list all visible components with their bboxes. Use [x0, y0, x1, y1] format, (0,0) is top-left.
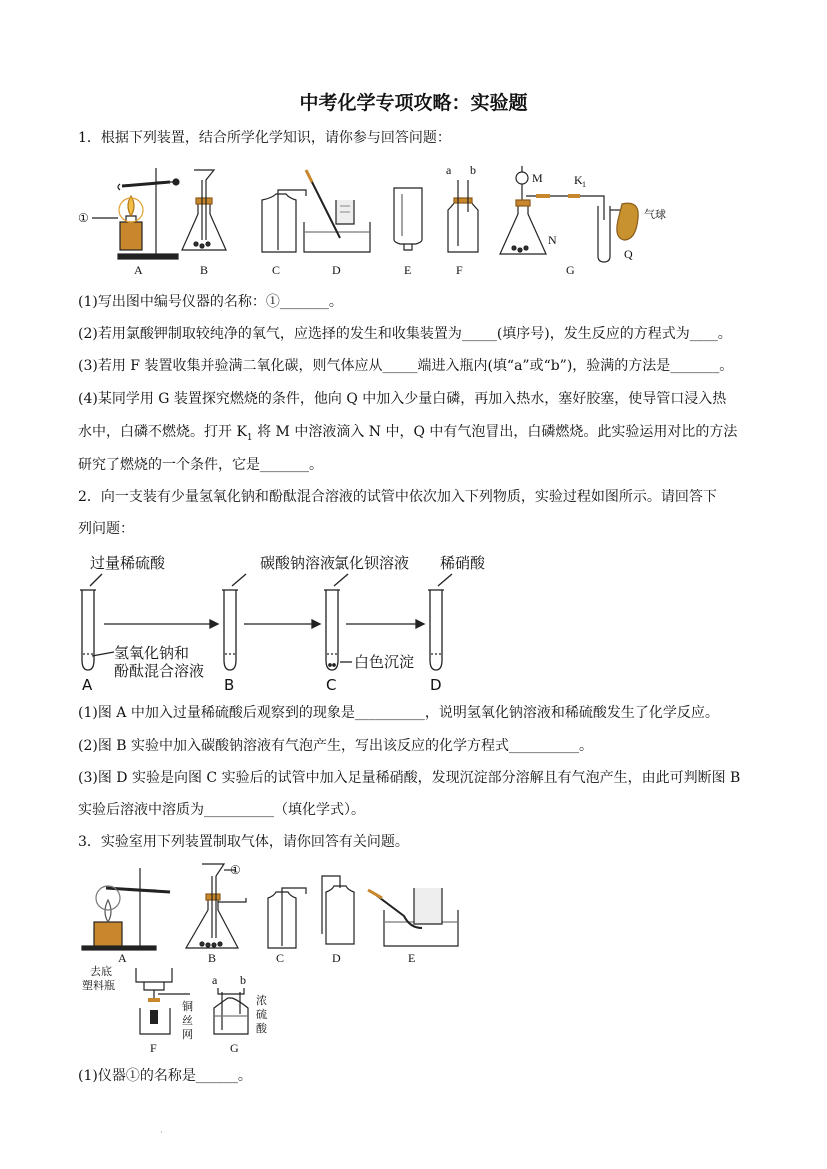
tube-label-d: D: [430, 676, 442, 694]
q1-part-3: (3)若用 F 装置收集并验满二氧化碳，则气体应从_____端进入瓶内(填“a”或“b”)，验满的方法是_______。: [78, 358, 734, 374]
reagent-label-4: 稀硝酸: [440, 554, 486, 572]
q1-part-4-line-3: 研究了燃烧的一个条件，它是_______。: [78, 457, 323, 473]
fig1-label-a: A: [134, 263, 143, 277]
page-title: 中考化学专项攻略：实验题: [299, 92, 528, 114]
fig3-label-g: G: [230, 1041, 239, 1055]
svg-text:a: a: [212, 973, 218, 987]
mesh-label-1: 铜: [182, 1000, 193, 1013]
q3-apparatus-b: [186, 863, 246, 948]
q3-apparatus-c: [268, 888, 306, 948]
q1-part-4-line-1: (4)某同学用 G 装置探究燃烧的条件，他向 Q 中加入少量白磷，再加入热水，塞好胶塞，使导管口浸入热: [78, 391, 727, 407]
q1-part-4-line-2: 水中，白磷不燃烧。打开 $K_1$ 将 M 中溶液滴入 N 中，Q 中有气泡冒出，白磷燃烧。此实验运用对比的方法: [78, 424, 738, 443]
apparatus-c: [262, 190, 306, 252]
apparatus-a: [118, 168, 179, 259]
q3-apparatus-figure: [78, 858, 478, 1058]
q2-stem-line-2: 列问题：: [78, 521, 134, 537]
fig1-label-b: B: [200, 263, 209, 277]
fig1-label-d: D: [332, 263, 341, 277]
apparatus-g: [500, 166, 666, 262]
bottle-label-1: 去底: [90, 965, 112, 978]
mesh-label-2: 丝: [182, 1014, 193, 1027]
svg-text:b: b: [240, 973, 246, 987]
test-tube-b: [222, 590, 238, 670]
q2-test-tube-figure: [78, 548, 498, 696]
q3-apparatus-a: [82, 868, 170, 950]
svg-text:M: M: [532, 171, 543, 185]
note-a-line-1: 氢氧化钠和: [114, 644, 190, 662]
svg-text:b: b: [470, 163, 476, 177]
svg-text:气球: 气球: [644, 208, 666, 221]
tube-label-c: C: [326, 676, 337, 694]
test-tube-c: [324, 590, 340, 670]
fig3-label-c: C: [276, 951, 285, 965]
q2-part-1: (1)图 A 中加入过量稀硫酸后观察到的现象是__________，说明氢氧化钠溶液和稀硫酸发生了化学反应。: [78, 705, 719, 721]
tube-label-b: B: [224, 676, 235, 694]
mesh-label-3: 网: [182, 1028, 193, 1041]
apparatus-e: [394, 188, 422, 250]
fig3-label-e: E: [408, 951, 416, 965]
fig3-label-b: B: [208, 951, 217, 965]
apparatus-f: [446, 163, 478, 252]
q3-marker-1: ①: [230, 863, 241, 877]
bottle-label-2: 塑料瓶: [82, 979, 115, 992]
acid-label-2: 硫: [256, 1008, 267, 1021]
svg-text:N: N: [548, 233, 557, 247]
q2-part-3-line-1: (3)图 D 实验是向图 C 实验后的试管中加入足量稀硝酸，发现沉淀部分溶解且有气泡产生，由此可判断图 B: [78, 770, 741, 786]
q2-part-2: (2)图 B 实验中加入碳酸钠溶液有气泡产生，写出该反应的化学方程式__________。: [78, 738, 594, 754]
fig1-label-f: F: [456, 263, 463, 277]
tube-label-a: A: [82, 676, 93, 694]
reagent-label-2: 碳酸钠溶液: [260, 554, 336, 572]
footer-mark: ·: [160, 1128, 163, 1138]
fig3-label-d: D: [332, 951, 341, 965]
fig1-label-g: G: [566, 263, 575, 277]
svg-text:a: a: [446, 163, 452, 177]
acid-label-1: 浓: [256, 994, 267, 1007]
q3-apparatus-e: [368, 888, 458, 946]
apparatus-d: [304, 170, 370, 252]
q3-stem: 3．实验室用下列装置制取气体，请你回答有关问题。: [78, 834, 409, 850]
fig1-label-e: E: [404, 263, 412, 277]
apparatus-b: [182, 170, 226, 250]
process-arrows: [104, 620, 424, 628]
svg-text:K: K: [574, 173, 583, 187]
q3-part-1: (1)仪器①的名称是______。: [78, 1068, 252, 1084]
fig3-label-f: F: [150, 1041, 157, 1055]
note-c: 白色沉淀: [354, 653, 415, 671]
q1-part-1: (1)写出图中编号仪器的名称：①_______。: [78, 294, 343, 310]
marker-1: ①: [78, 211, 89, 225]
svg-text:1: 1: [582, 180, 586, 189]
fig3-label-a: A: [118, 951, 127, 965]
svg-text:Q: Q: [624, 247, 633, 261]
test-tube-a: [80, 590, 96, 670]
q2-stem-line-1: 2．向一支装有少量氢氧化钠和酚酞混合溶液的试管中依次加入下列物质，实验过程如图所示。请回答下: [78, 489, 717, 505]
reagent-label-3: 氯化钡溶液: [334, 554, 410, 572]
fig1-label-c: C: [272, 263, 281, 277]
q3-apparatus-g: [212, 973, 248, 1034]
note-a-line-2: 酚酞混合溶液: [114, 662, 205, 680]
q2-part-3-line-2: 实验后溶液中溶质为__________（填化学式）。: [78, 802, 365, 818]
acid-label-3: 酸: [256, 1022, 267, 1035]
reagent-label-1: 过量稀硫酸: [90, 554, 166, 572]
q3-apparatus-d: [322, 876, 354, 944]
q1-part-2: (2)若用氯酸钾制取较纯净的氧气，应选择的发生和收集装置为_____(填序号)，发生反应的方程式为____。: [78, 326, 732, 342]
q1-apparatus-figure: [78, 160, 678, 280]
test-tube-d: [428, 590, 444, 670]
q1-stem: 1．根据下列装置，结合所学化学知识，请你参与回答问题：: [78, 130, 451, 146]
